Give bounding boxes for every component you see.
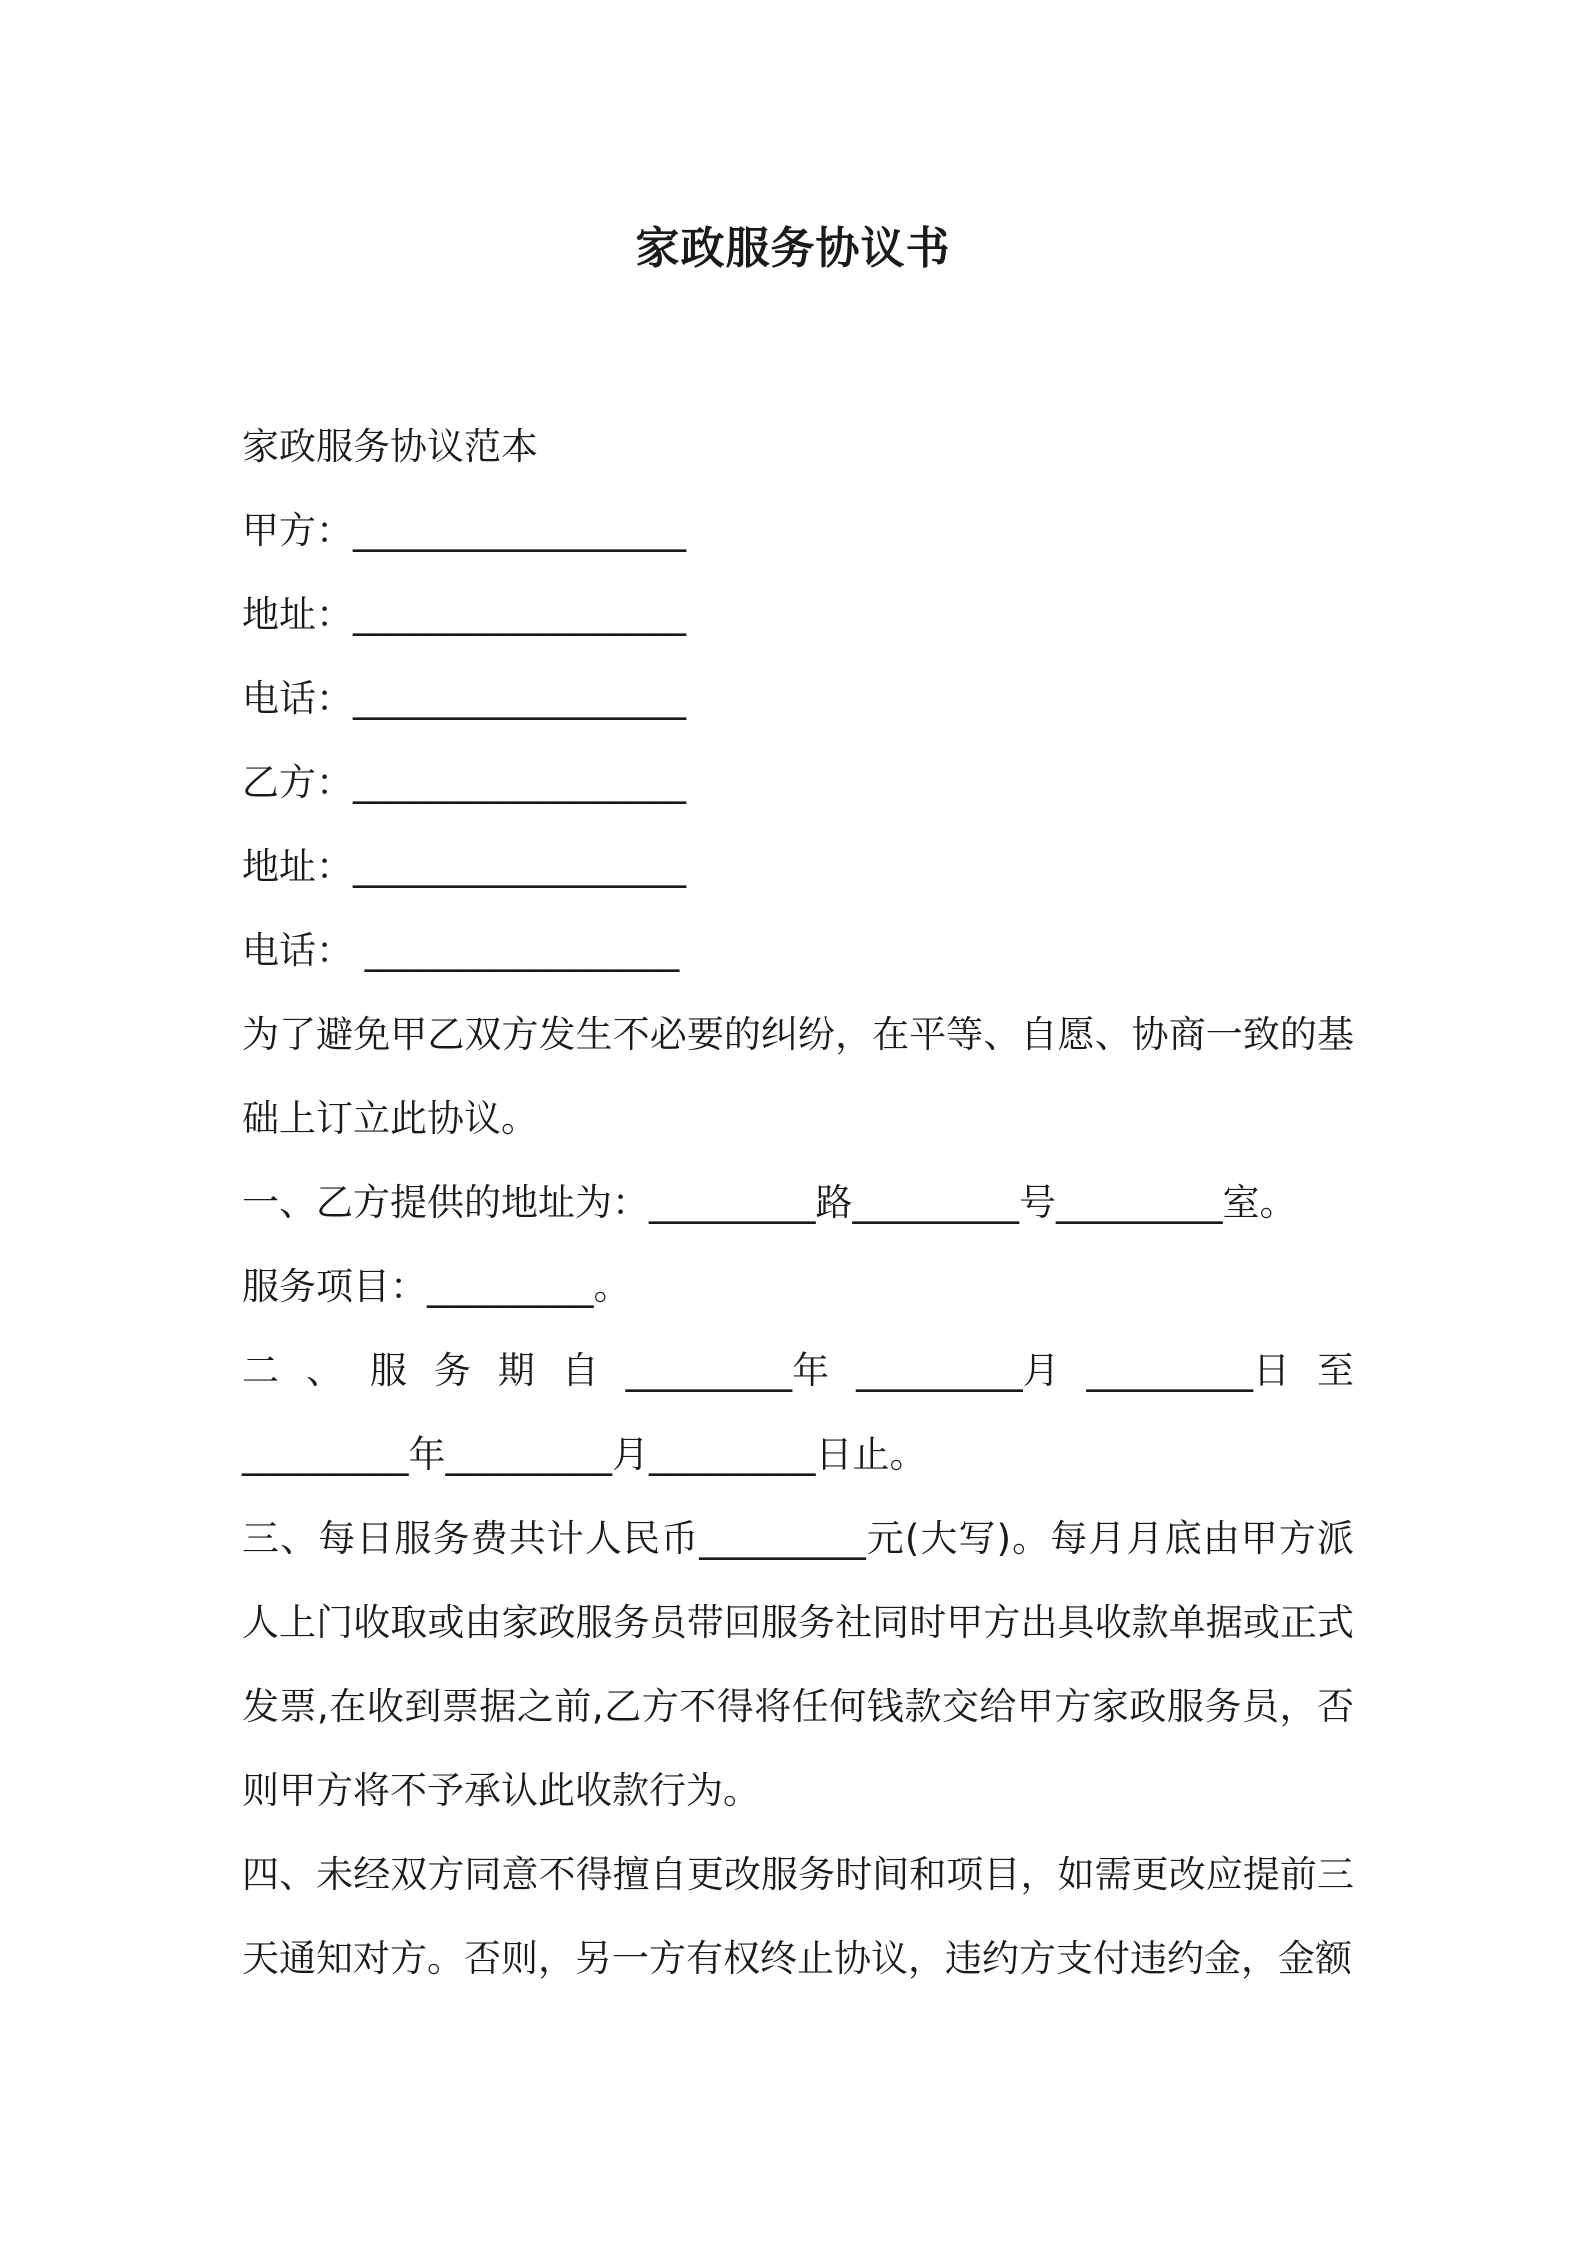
clause-3-paragraph: 三、每日服务费共计人民币_________元(大写)。每月月底由甲方派人上门收取或由家政服务员带回服务社同时甲方出具收款单据或正式发票,在收到票据之前,乙方不得将任何钱款交给甲方家政服务员，否则甲方将不予承认此收款行为。 xyxy=(242,1517,1354,1812)
document-subtitle: 家政服务协议范本 xyxy=(242,425,538,468)
clause-2-period-start xyxy=(242,1329,1354,1413)
clause-2-token: 自 xyxy=(561,1349,599,1392)
intro-paragraph: 为了避免甲乙双方发生不必要的纠纷，在平等、自愿、协商一致的基础上订立此协议。 xyxy=(242,1013,1354,1140)
party-b-name-line: 乙方：__________________ xyxy=(242,761,686,804)
clause-2-token: 二 xyxy=(242,1349,279,1392)
clause-1-address: 一、乙方提供的地址为：_________路_________号_________室。 xyxy=(242,1181,1297,1224)
clause-2-token: 至 xyxy=(1316,1349,1354,1392)
party-b-address-line: 地址：__________________ xyxy=(242,845,686,888)
clause-2-token: _________年 xyxy=(625,1349,830,1392)
clause-2-token: _________日 xyxy=(1086,1349,1290,1392)
clause-2-token: 服 xyxy=(369,1349,407,1392)
clause-2-token: 、 xyxy=(305,1349,343,1392)
party-b-phone-line: 电话： _________________ xyxy=(242,929,680,972)
party-a-name-line: 甲方：__________________ xyxy=(242,509,686,552)
clause-4-paragraph: 四、未经双方同意不得擅自更改服务时间和项目，如需更改应提前三天通知对方。否则，另一方有权终止协议，违约方支付违约金，金额 xyxy=(242,1853,1354,1980)
party-a-phone-line: 电话：__________________ xyxy=(242,677,686,720)
party-a-address-line: 地址：__________________ xyxy=(242,593,686,636)
document-body xyxy=(242,405,1354,2001)
document-title: 家政服务协议书 xyxy=(635,223,951,274)
clause-2-token: 务 xyxy=(433,1349,471,1392)
clause-2-period-end: _________年_________月_________日止。 xyxy=(242,1433,927,1476)
clause-1-service-items: 服务项目：_________。 xyxy=(242,1265,631,1308)
clause-2-token: _________月 xyxy=(856,1349,1060,1392)
clause-2-token: 期 xyxy=(497,1349,535,1392)
